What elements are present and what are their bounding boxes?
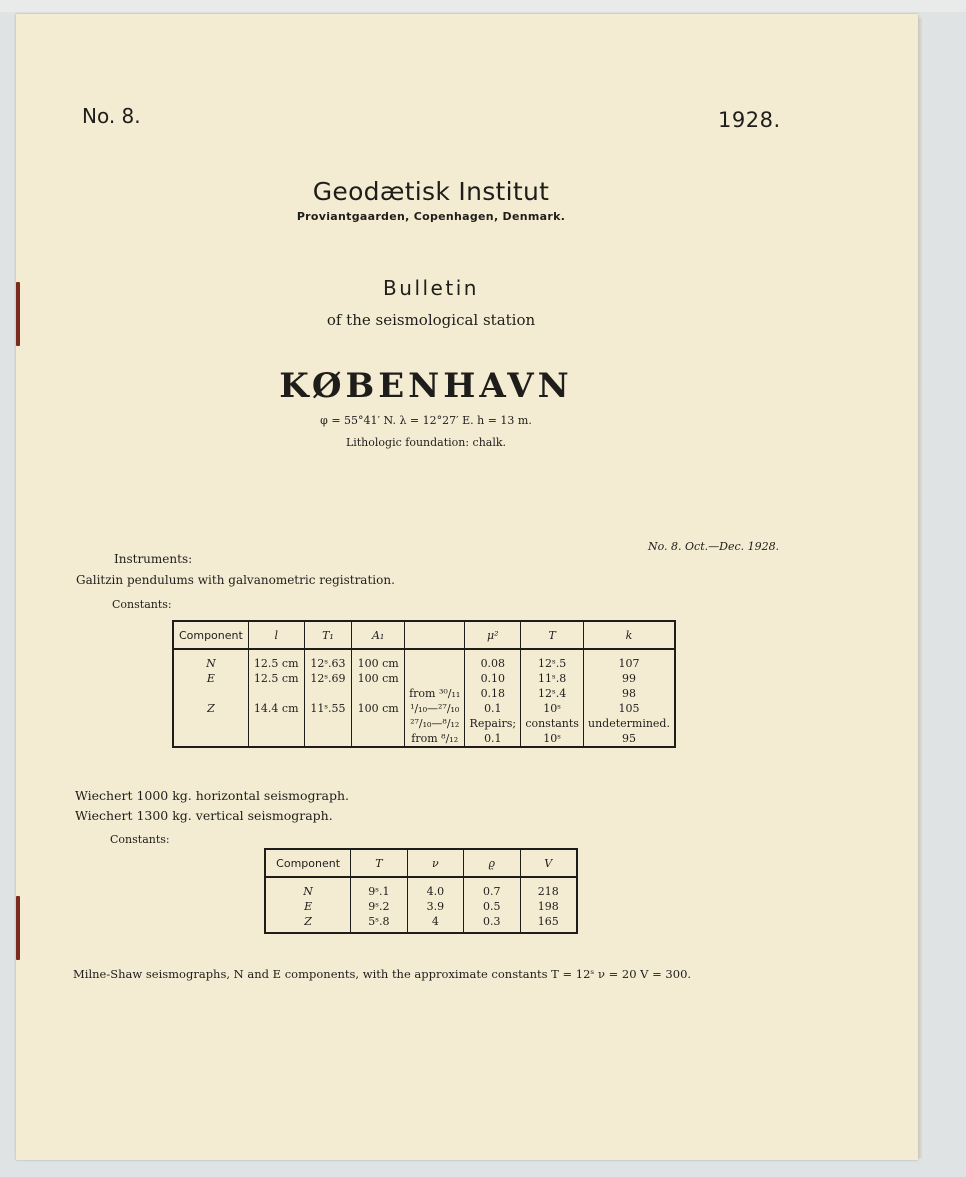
table-cell: 12ˢ.63 — [310, 657, 346, 670]
table-cell: 0.3 — [483, 915, 501, 928]
table-cell: 165 — [537, 915, 559, 928]
table-cell: 100 cm — [357, 657, 399, 670]
table-cell: 12ˢ.4 — [538, 687, 567, 700]
table-cell: 11ˢ.8 — [538, 672, 567, 685]
milne-shaw-description: Milne-Shaw seismographs, N and E components, with the approximate constants T = 12ˢ ν = 20 V = 300. — [73, 967, 692, 981]
table-cell: 5ˢ.8 — [368, 915, 390, 928]
table-cell: Z — [304, 915, 312, 928]
t-column — [521, 649, 584, 747]
institute-name: Geodætisk Institut — [312, 177, 550, 206]
lithologic-foundation: Lithologic foundation: chalk. — [345, 436, 507, 449]
column-header — [405, 621, 465, 649]
institute-address: Proviantgaarden, Copenhagen, Denmark. — [296, 210, 566, 223]
table-cell: 0.10 — [480, 672, 506, 685]
table-cell: 3.9 — [426, 900, 445, 913]
table-cell: 0.7 — [483, 885, 501, 898]
table-cell: N — [206, 657, 216, 670]
table-cell: 14.4 cm — [253, 702, 299, 715]
table-cell — [409, 671, 460, 686]
table-cell: 4 — [431, 915, 439, 928]
rho-column — [464, 877, 520, 933]
k-column — [583, 649, 675, 747]
column-header: ν — [407, 849, 463, 877]
table-cell: 12.5 cm — [253, 657, 299, 670]
table-cell: 100 cm — [357, 702, 399, 715]
table-cell: 0.1 — [484, 702, 502, 715]
bulletin-period: No. 8. Oct.—Dec. 1928. — [648, 540, 780, 553]
bulletin-year: 1928. — [718, 108, 781, 132]
table-cell: 9ˢ.1 — [368, 885, 390, 898]
column-header: Component — [173, 621, 248, 649]
table-cell: 99 — [621, 672, 636, 685]
column-header: ϱ — [464, 849, 520, 877]
table-cell: 12.5 cm — [253, 672, 299, 685]
mu2-column — [465, 649, 521, 747]
table-cell — [309, 686, 348, 701]
galitzin-constants-table — [172, 620, 676, 748]
table-header-row — [173, 621, 675, 649]
bulletin-number: No. 8. — [82, 104, 141, 128]
table-cell: 11ˢ.55 — [310, 702, 346, 715]
table-cell — [253, 686, 300, 701]
column-header: T — [351, 849, 407, 877]
table-cell: 12ˢ.69 — [310, 672, 346, 685]
table-cell: ²⁷/₁₀—⁸/₁₂ — [410, 717, 460, 730]
table-cell: 218 — [537, 885, 559, 898]
scan-background — [0, 0, 966, 12]
bulletin-title: Bulletin — [383, 276, 479, 300]
table-cell: E — [206, 672, 215, 685]
column-header: μ² — [465, 621, 521, 649]
table-cell: 4.0 — [426, 885, 445, 898]
table-cell: constants — [525, 717, 579, 730]
galitzin-description: Galitzin pendulums with galvanometric registration. — [76, 573, 395, 587]
wiechert-constants-table — [264, 848, 578, 934]
table-cell: 107 — [618, 657, 640, 670]
wiechert-horizontal: Wiechert 1000 kg. horizontal seismograph. — [75, 788, 349, 803]
table-cell — [356, 686, 400, 701]
table-cell: 100 cm — [357, 672, 399, 685]
station-name: KØBENHAVN — [279, 366, 573, 406]
nu-column — [407, 877, 463, 933]
table-cell: Repairs; — [469, 717, 517, 730]
t1-column — [304, 649, 352, 747]
column-header: Component — [265, 849, 351, 877]
table-cell: 0.08 — [480, 657, 506, 670]
table-cell: Z — [207, 702, 215, 715]
table-row — [265, 877, 577, 933]
table-cell: 10ˢ — [543, 732, 561, 745]
table-cell: 105 — [618, 702, 640, 715]
v-column — [520, 877, 577, 933]
column-header: T₁ — [304, 621, 352, 649]
column-header: V — [520, 849, 577, 877]
table-cell: from ⁸/₁₂ — [411, 732, 459, 745]
instruments-heading: Instruments: — [114, 552, 193, 566]
column-header: k — [583, 621, 675, 649]
table-cell: 0.5 — [483, 900, 501, 913]
table-cell — [409, 656, 460, 671]
bulletin-subtitle: of the seismological station — [326, 311, 536, 329]
table-cell: 12ˢ.5 — [538, 657, 567, 670]
constants-label: Constants: — [110, 833, 170, 846]
t-column — [351, 877, 407, 933]
a1-column — [352, 649, 405, 747]
table-cell: 95 — [621, 732, 636, 745]
component-column — [173, 649, 248, 747]
table-cell: ¹/₁₀—²⁷/₁₀ — [410, 702, 460, 715]
table-cell: 98 — [621, 687, 636, 700]
constants-label: Constants: — [112, 598, 172, 611]
table-cell: 198 — [537, 900, 559, 913]
table-row — [173, 649, 675, 747]
table-cell: 10ˢ — [543, 702, 561, 715]
wiechert-vertical: Wiechert 1300 kg. vertical seismograph. — [75, 808, 333, 823]
column-header: l — [248, 621, 304, 649]
station-coordinates: φ = 55°41′ N. λ = 12°27′ E. h = 13 m. — [320, 414, 532, 427]
table-cell: 0.1 — [484, 732, 502, 745]
table-cell — [178, 686, 244, 701]
table-cell: 0.18 — [480, 687, 506, 700]
component-column — [265, 877, 351, 933]
table-header-row — [265, 849, 577, 877]
column-header: T — [521, 621, 584, 649]
table-cell: 9ˢ.2 — [368, 900, 390, 913]
column-header: A₁ — [352, 621, 405, 649]
table-cell: E — [304, 900, 313, 913]
l-column — [248, 649, 304, 747]
binding-staple — [16, 896, 20, 960]
period-column — [405, 649, 465, 747]
table-cell: undetermined. — [587, 717, 670, 730]
table-cell: N — [303, 885, 313, 898]
table-cell: from ³⁰/₁₁ — [409, 687, 461, 700]
